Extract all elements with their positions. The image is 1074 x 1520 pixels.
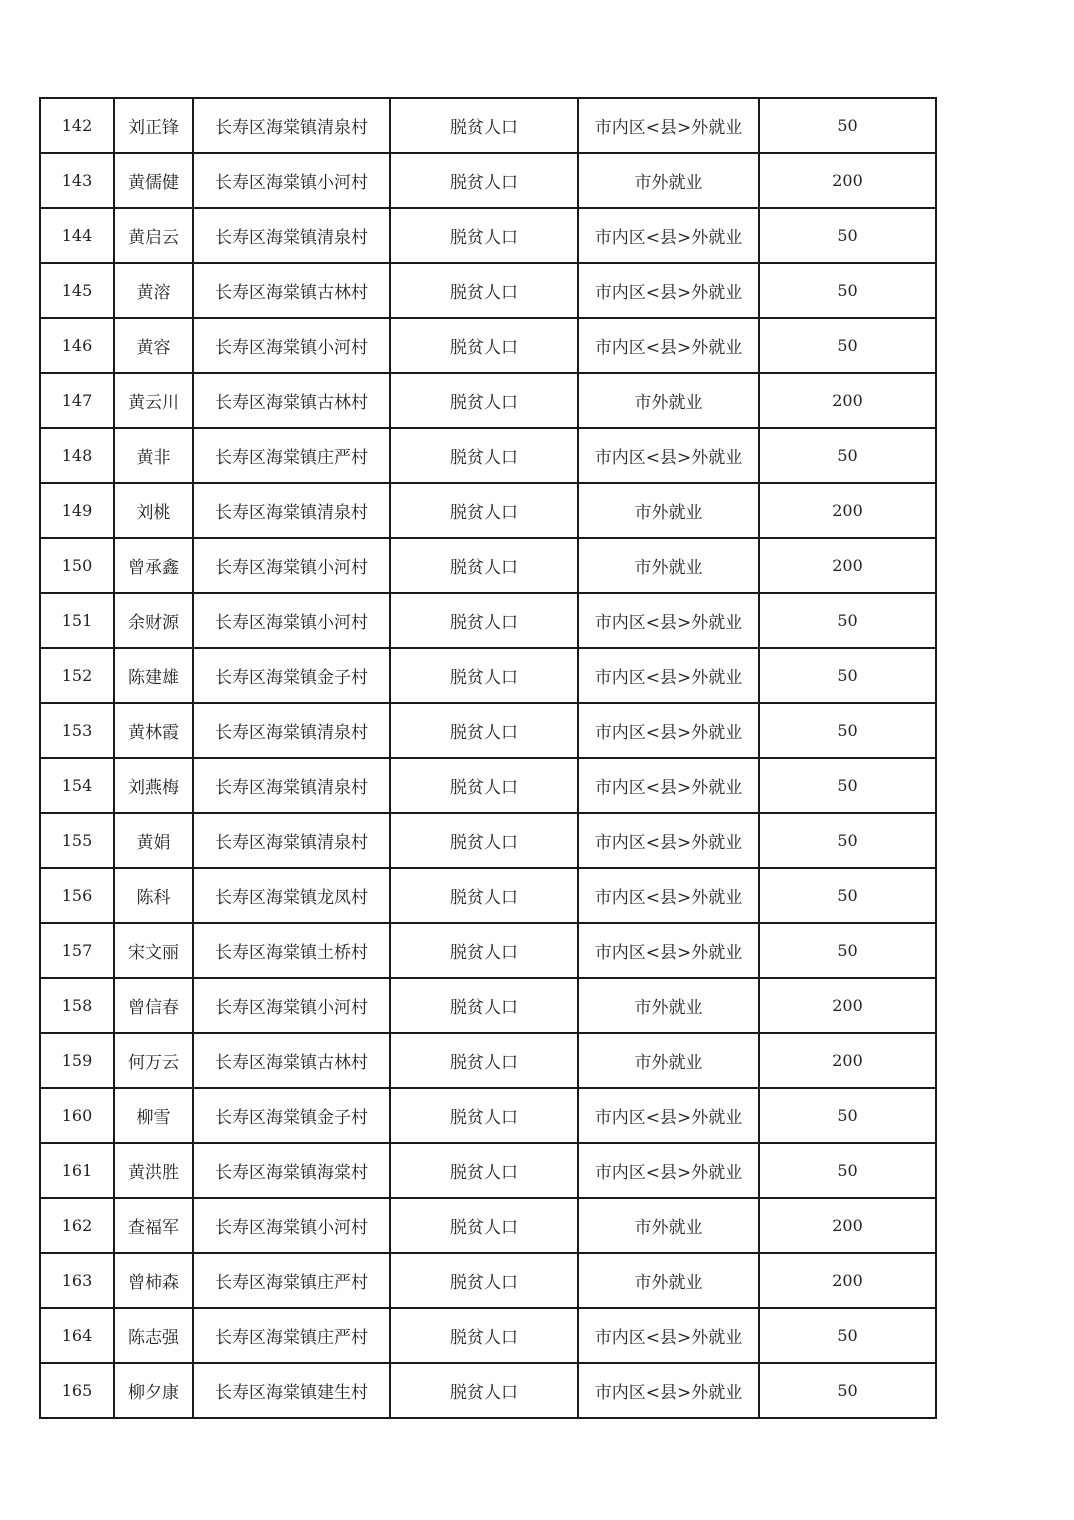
amount-cell: 50 [759, 1363, 936, 1418]
amount-cell: 200 [759, 538, 936, 593]
employment-type-cell: 市内区<县>外就业 [578, 208, 759, 263]
amount-cell: 50 [759, 593, 936, 648]
address-cell: 长寿区海棠镇小河村 [193, 593, 390, 648]
address-cell: 长寿区海棠镇小河村 [193, 153, 390, 208]
name-cell: 陈志强 [114, 1308, 193, 1363]
amount-cell: 50 [759, 263, 936, 318]
table-row [40, 648, 936, 703]
row-number-cell: 162 [40, 1198, 114, 1253]
row-number-cell: 142 [40, 98, 114, 153]
employment-type-cell: 市内区<县>外就业 [578, 1088, 759, 1143]
row-number-cell: 156 [40, 868, 114, 923]
name-cell: 曾承鑫 [114, 538, 193, 593]
category-cell: 脱贫人口 [390, 1033, 578, 1088]
table-row [40, 1033, 936, 1088]
table-row [40, 1308, 936, 1363]
category-cell: 脱贫人口 [390, 318, 578, 373]
table-row [40, 153, 936, 208]
address-cell: 长寿区海棠镇土桥村 [193, 923, 390, 978]
name-cell: 刘桃 [114, 483, 193, 538]
row-number-cell: 160 [40, 1088, 114, 1143]
category-cell: 脱贫人口 [390, 1363, 578, 1418]
table-row [40, 208, 936, 263]
category-cell: 脱贫人口 [390, 538, 578, 593]
category-cell: 脱贫人口 [390, 373, 578, 428]
name-cell: 柳雪 [114, 1088, 193, 1143]
category-cell: 脱贫人口 [390, 1198, 578, 1253]
row-number-cell: 164 [40, 1308, 114, 1363]
row-number-cell: 152 [40, 648, 114, 703]
amount-cell: 50 [759, 318, 936, 373]
employment-type-cell: 市内区<县>外就业 [578, 263, 759, 318]
address-cell: 长寿区海棠镇金子村 [193, 648, 390, 703]
name-cell: 黄非 [114, 428, 193, 483]
category-cell: 脱贫人口 [390, 978, 578, 1033]
employment-type-cell: 市内区<县>外就业 [578, 923, 759, 978]
row-number-cell: 150 [40, 538, 114, 593]
amount-cell: 50 [759, 208, 936, 263]
employment-type-cell: 市外就业 [578, 483, 759, 538]
employment-type-cell: 市内区<县>外就业 [578, 1143, 759, 1198]
row-number-cell: 146 [40, 318, 114, 373]
name-cell: 余财源 [114, 593, 193, 648]
name-cell: 柳夕康 [114, 1363, 193, 1418]
name-cell: 陈科 [114, 868, 193, 923]
row-number-cell: 154 [40, 758, 114, 813]
row-number-cell: 165 [40, 1363, 114, 1418]
row-number-cell: 157 [40, 923, 114, 978]
category-cell: 脱贫人口 [390, 1253, 578, 1308]
employment-type-cell: 市内区<县>外就业 [578, 868, 759, 923]
category-cell: 脱贫人口 [390, 1088, 578, 1143]
address-cell: 长寿区海棠镇龙凤村 [193, 868, 390, 923]
table-row [40, 593, 936, 648]
address-cell: 长寿区海棠镇古林村 [193, 263, 390, 318]
address-cell: 长寿区海棠镇小河村 [193, 538, 390, 593]
employment-type-cell: 市内区<县>外就业 [578, 1308, 759, 1363]
row-number-cell: 148 [40, 428, 114, 483]
name-cell: 陈建雄 [114, 648, 193, 703]
address-cell: 长寿区海棠镇金子村 [193, 1088, 390, 1143]
amount-cell: 50 [759, 1088, 936, 1143]
name-cell: 曾柿森 [114, 1253, 193, 1308]
table-row [40, 1363, 936, 1418]
category-cell: 脱贫人口 [390, 813, 578, 868]
amount-cell: 50 [759, 923, 936, 978]
name-cell: 黄洪胜 [114, 1143, 193, 1198]
category-cell: 脱贫人口 [390, 483, 578, 538]
table-row [40, 923, 936, 978]
name-cell: 刘燕梅 [114, 758, 193, 813]
name-cell: 查福军 [114, 1198, 193, 1253]
amount-cell: 200 [759, 373, 936, 428]
employment-type-cell: 市内区<县>外就业 [578, 1363, 759, 1418]
category-cell: 脱贫人口 [390, 758, 578, 813]
amount-cell: 200 [759, 978, 936, 1033]
name-cell: 刘正锋 [114, 98, 193, 153]
category-cell: 脱贫人口 [390, 263, 578, 318]
table-row [40, 703, 936, 758]
name-cell: 黄儒健 [114, 153, 193, 208]
employment-type-cell: 市外就业 [578, 373, 759, 428]
employment-type-cell: 市外就业 [578, 1198, 759, 1253]
amount-cell: 200 [759, 1033, 936, 1088]
address-cell: 长寿区海棠镇清泉村 [193, 208, 390, 263]
name-cell: 宋文丽 [114, 923, 193, 978]
row-number-cell: 158 [40, 978, 114, 1033]
employment-type-cell: 市外就业 [578, 538, 759, 593]
table-row [40, 978, 936, 1033]
amount-cell: 200 [759, 483, 936, 538]
name-cell: 曾信春 [114, 978, 193, 1033]
category-cell: 脱贫人口 [390, 1143, 578, 1198]
employment-type-cell: 市内区<县>外就业 [578, 703, 759, 758]
amount-cell: 200 [759, 1253, 936, 1308]
employment-type-cell: 市内区<县>外就业 [578, 758, 759, 813]
amount-cell: 50 [759, 428, 936, 483]
employment-type-cell: 市内区<县>外就业 [578, 98, 759, 153]
table-body [40, 98, 936, 1418]
address-cell: 长寿区海棠镇小河村 [193, 318, 390, 373]
category-cell: 脱贫人口 [390, 428, 578, 483]
category-cell: 脱贫人口 [390, 923, 578, 978]
employment-type-cell: 市内区<县>外就业 [578, 318, 759, 373]
table-row [40, 758, 936, 813]
row-number-cell: 144 [40, 208, 114, 263]
amount-cell: 50 [759, 758, 936, 813]
amount-cell: 50 [759, 813, 936, 868]
row-number-cell: 153 [40, 703, 114, 758]
category-cell: 脱贫人口 [390, 703, 578, 758]
employment-type-cell: 市外就业 [578, 1033, 759, 1088]
amount-cell: 50 [759, 648, 936, 703]
name-cell: 黄林霞 [114, 703, 193, 758]
amount-cell: 200 [759, 1198, 936, 1253]
address-cell: 长寿区海棠镇古林村 [193, 373, 390, 428]
name-cell: 黄云川 [114, 373, 193, 428]
row-number-cell: 155 [40, 813, 114, 868]
row-number-cell: 147 [40, 373, 114, 428]
subsidy-table [39, 97, 937, 1419]
table-row [40, 538, 936, 593]
row-number-cell: 145 [40, 263, 114, 318]
category-cell: 脱贫人口 [390, 1308, 578, 1363]
table-row [40, 1198, 936, 1253]
employment-type-cell: 市内区<县>外就业 [578, 813, 759, 868]
table-row [40, 373, 936, 428]
amount-cell: 50 [759, 868, 936, 923]
table-row [40, 483, 936, 538]
employment-type-cell: 市外就业 [578, 1253, 759, 1308]
employment-type-cell: 市外就业 [578, 153, 759, 208]
category-cell: 脱贫人口 [390, 868, 578, 923]
amount-cell: 50 [759, 1143, 936, 1198]
address-cell: 长寿区海棠镇建生村 [193, 1363, 390, 1418]
employment-type-cell: 市内区<县>外就业 [578, 593, 759, 648]
amount-cell: 50 [759, 703, 936, 758]
employment-type-cell: 市外就业 [578, 978, 759, 1033]
row-number-cell: 163 [40, 1253, 114, 1308]
name-cell: 黄启云 [114, 208, 193, 263]
address-cell: 长寿区海棠镇古林村 [193, 1033, 390, 1088]
category-cell: 脱贫人口 [390, 593, 578, 648]
address-cell: 长寿区海棠镇小河村 [193, 1198, 390, 1253]
table-row [40, 318, 936, 373]
table-row [40, 1143, 936, 1198]
name-cell: 黄娟 [114, 813, 193, 868]
table-row [40, 1088, 936, 1143]
address-cell: 长寿区海棠镇小河村 [193, 978, 390, 1033]
table-row [40, 813, 936, 868]
name-cell: 黄容 [114, 318, 193, 373]
category-cell: 脱贫人口 [390, 153, 578, 208]
row-number-cell: 159 [40, 1033, 114, 1088]
address-cell: 长寿区海棠镇庄严村 [193, 428, 390, 483]
category-cell: 脱贫人口 [390, 98, 578, 153]
name-cell: 黄溶 [114, 263, 193, 318]
category-cell: 脱贫人口 [390, 648, 578, 703]
address-cell: 长寿区海棠镇清泉村 [193, 483, 390, 538]
row-number-cell: 143 [40, 153, 114, 208]
address-cell: 长寿区海棠镇清泉村 [193, 813, 390, 868]
address-cell: 长寿区海棠镇庄严村 [193, 1308, 390, 1363]
address-cell: 长寿区海棠镇清泉村 [193, 703, 390, 758]
address-cell: 长寿区海棠镇海棠村 [193, 1143, 390, 1198]
name-cell: 何万云 [114, 1033, 193, 1088]
table-row [40, 98, 936, 153]
employment-type-cell: 市内区<县>外就业 [578, 648, 759, 703]
address-cell: 长寿区海棠镇清泉村 [193, 758, 390, 813]
amount-cell: 200 [759, 153, 936, 208]
address-cell: 长寿区海棠镇清泉村 [193, 98, 390, 153]
employment-type-cell: 市内区<县>外就业 [578, 428, 759, 483]
amount-cell: 50 [759, 1308, 936, 1363]
row-number-cell: 149 [40, 483, 114, 538]
table-row [40, 1253, 936, 1308]
table-row [40, 263, 936, 318]
row-number-cell: 151 [40, 593, 114, 648]
amount-cell: 50 [759, 98, 936, 153]
category-cell: 脱贫人口 [390, 208, 578, 263]
table-row [40, 868, 936, 923]
address-cell: 长寿区海棠镇庄严村 [193, 1253, 390, 1308]
row-number-cell: 161 [40, 1143, 114, 1198]
table-row [40, 428, 936, 483]
